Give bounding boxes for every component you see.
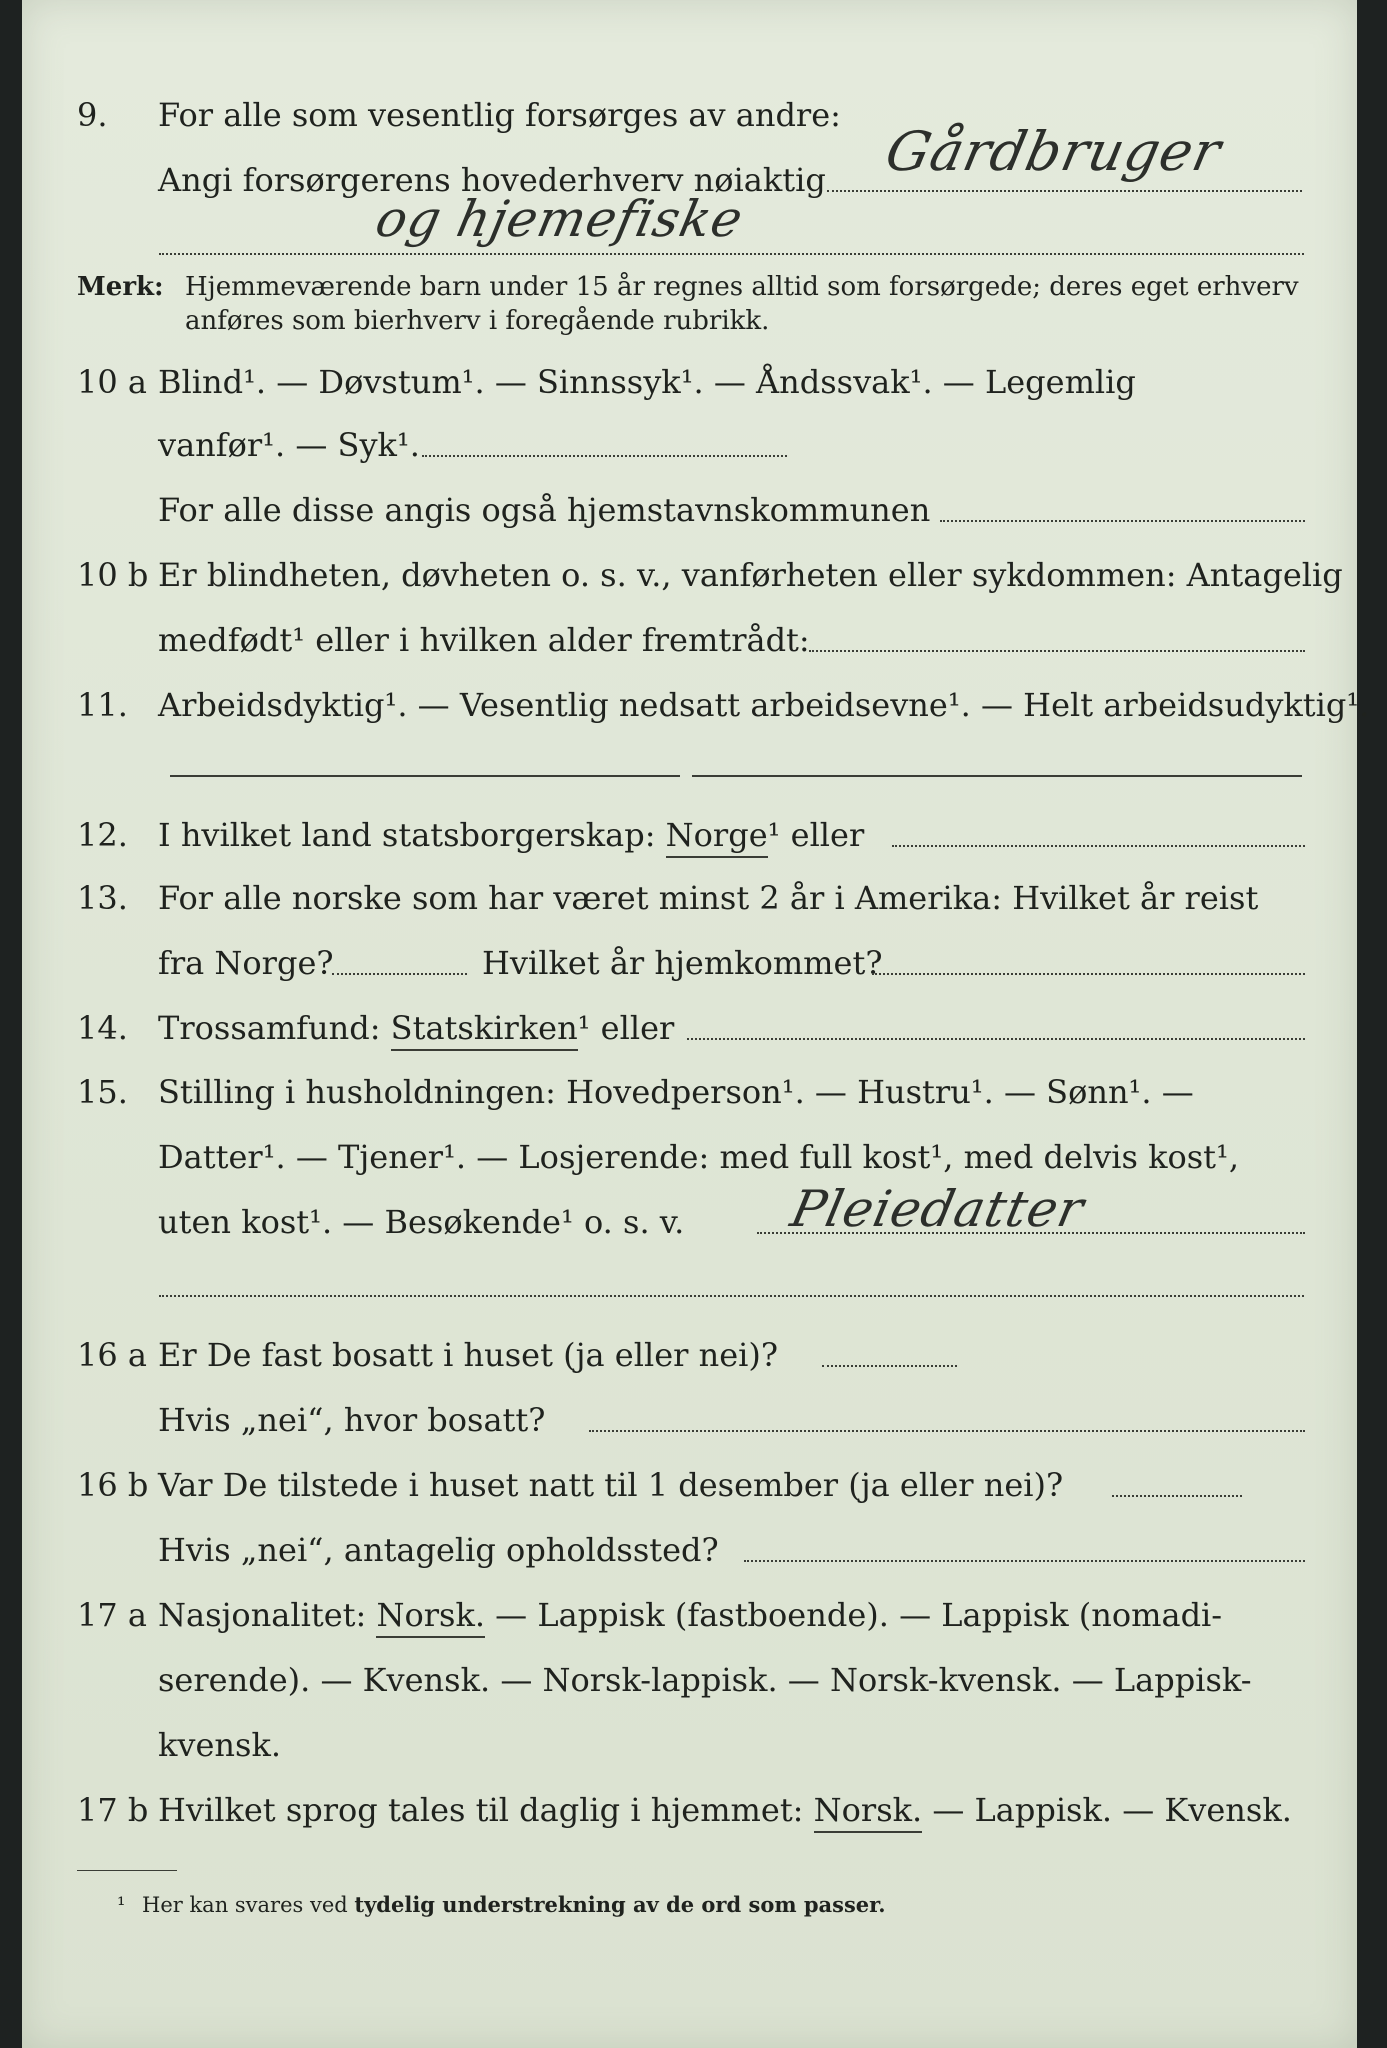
q13-line-1: For alle norske som har været minst 2 år i Amerika: Hvilket år reist [158, 879, 1259, 917]
q17a-line-1-rest: — Lappisk (fastboende). — Lappisk (nomadi- [495, 1596, 1223, 1634]
q10a-line-2: vanfør¹. — Syk¹. [158, 426, 420, 464]
q14-suffix: ¹ eller [577, 1009, 675, 1047]
q10b-dotted-line [809, 624, 1305, 652]
q17a-line-1 [158, 1595, 1222, 1635]
q12-line [158, 815, 864, 855]
q16b-dotted-line-1 [1112, 1469, 1242, 1497]
q11-answer-line-right [692, 775, 1302, 777]
q12-number: 12. [77, 816, 128, 854]
q14-dotted-line [687, 1012, 1305, 1040]
q10a-line-3: For alle disse angis også hjemstavnskommunen [158, 491, 931, 529]
q17a-line-3: kvensk. [158, 1726, 281, 1764]
q12-suffix: ¹ eller [767, 816, 865, 854]
q16b-number: 16 b [77, 1466, 149, 1504]
q14-prefix: Trossamfund: [158, 1009, 381, 1047]
q11-answer-line-left [170, 775, 680, 777]
footnote-text [142, 1885, 886, 1925]
q14-underlined-choice: Statskirken [391, 1009, 578, 1051]
q10a-dotted-line-2 [940, 494, 1305, 522]
q13-line-2b: Hvilket år hjemkommet? [482, 944, 883, 982]
q12-underlined-choice: Norge [666, 816, 768, 858]
q16a-line-1: Er De fast bosatt i huset (ja eller nei)? [158, 1336, 779, 1374]
q16b-dotted-line-2 [744, 1534, 1305, 1562]
q11-number: 11. [77, 686, 128, 724]
q10a-line-1: Blind¹. — Døvstum¹. — Sinnssyk¹. — Åndssvak¹. — Legemlig [158, 363, 1136, 401]
q14-line [158, 1008, 674, 1048]
q12-prefix: I hvilket land statsborgerskap: [158, 816, 656, 854]
footnote-text-bold: tydelig understrekning av de ord som passer. [354, 1892, 886, 1917]
q17a-prefix: Nasjonalitet: [158, 1596, 367, 1634]
q9-handwritten-answer-2: og hjemefiske [370, 190, 749, 248]
q15-handwritten-answer: Pleiedatter [785, 1180, 1090, 1238]
q14-number: 14. [77, 1009, 128, 1047]
q17b-underlined-choice: Norsk. [814, 1791, 923, 1833]
q17b-suffix: — Lappisk. — Kvensk. [932, 1791, 1292, 1829]
q9-answer-line-2 [159, 253, 1304, 255]
q17b-prefix: Hvilket sprog tales til daglig i hjemmet: [158, 1791, 804, 1829]
q15-number: 15. [77, 1073, 128, 1111]
q16a-dotted-line-1 [822, 1339, 957, 1367]
merk-label: Merk: [77, 272, 164, 302]
q15-answer-line-2 [159, 1295, 1304, 1297]
merk-text-line-2: anføres som bierhverv i foregående rubrikk. [185, 306, 770, 336]
q9-question-line-2: Angi forsørgerens hovederhverv nøiaktig [158, 161, 826, 199]
q17b-number: 17 b [77, 1791, 149, 1829]
q10b-number: 10 b [77, 556, 149, 594]
q13-number: 13. [77, 879, 128, 917]
merk-text-line-1: Hjemmeværende barn under 15 år regnes alltid som forsørgede; deres eget erhverv [185, 272, 1299, 302]
q15-line-1: Stilling i husholdningen: Hovedperson¹. — Hustru¹. — Sønn¹. — [158, 1073, 1194, 1111]
q16b-line-2: Hvis „nei“, antagelig opholdssted? [158, 1531, 719, 1569]
q16b-line-1: Var De tilstede i huset natt til 1 desember (ja eller nei)? [158, 1466, 1064, 1504]
footnote-text-plain: Her kan svares ved [142, 1893, 348, 1917]
q17a-underlined-choice: Norsk. [376, 1596, 485, 1638]
q9-handwritten-answer-1: Gårdbruger [880, 120, 1227, 183]
q13-line-2a: fra Norge? [158, 944, 334, 982]
q10b-line-2: medfødt¹ eller i hvilken alder fremtrådt: [158, 621, 810, 659]
q10a-dotted-line-1 [422, 429, 787, 457]
q16a-number: 16 a [77, 1336, 147, 1374]
q10b-line-1: Er blindheten, døvheten o. s. v., vanførheten eller sykdommen: Antagelig [158, 556, 1343, 594]
footnote-mark: ¹ [117, 1893, 126, 1917]
q10a-number: 10 a [77, 363, 147, 401]
census-form-page [22, 0, 1370, 2048]
q9-number: 9. [77, 96, 108, 134]
q15-line-3: uten kost¹. — Besøkende¹ o. s. v. [158, 1203, 685, 1241]
q12-dotted-line [892, 819, 1305, 847]
q11-line-1: Arbeidsdyktig¹. — Vesentlig nedsatt arbeidsevne¹. — Helt arbeidsudyktig¹. [158, 686, 1370, 724]
q16a-line-2: Hvis „nei“, hvor bosatt? [158, 1401, 546, 1439]
q13-dotted-line-1 [332, 947, 467, 975]
q16a-dotted-line-2 [589, 1404, 1305, 1432]
q17b-line [158, 1790, 1292, 1830]
q13-dotted-line-2 [872, 947, 1305, 975]
q17a-number: 17 a [77, 1596, 147, 1634]
q9-question-line-1: For alle som vesentlig forsørges av andre: [158, 96, 841, 134]
q17a-line-2: serende). — Kvensk. — Norsk-lappisk. — Norsk-kvensk. — Lappisk- [158, 1661, 1252, 1699]
q15-line-2: Datter¹. — Tjener¹. — Losjerende: med full kost¹, med delvis kost¹, [158, 1138, 1240, 1176]
footnote-rule [77, 1870, 177, 1871]
